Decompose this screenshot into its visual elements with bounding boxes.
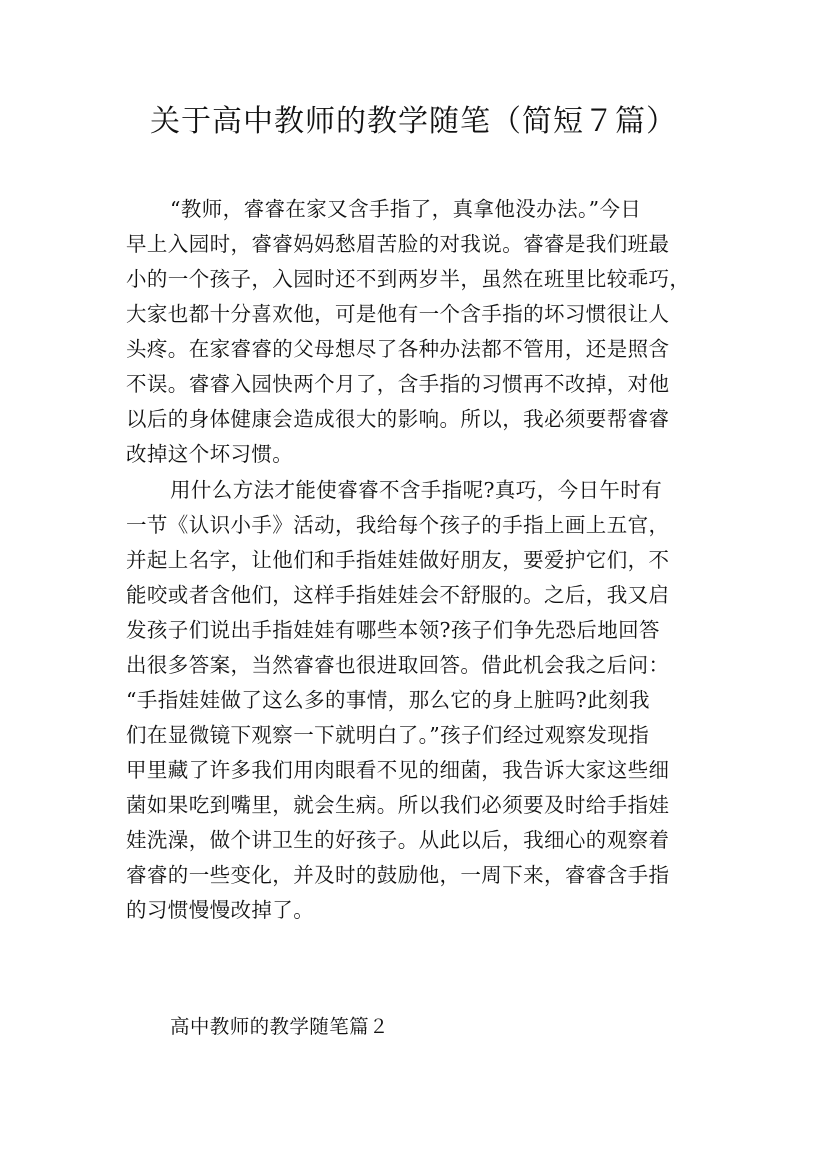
text-line: 睿睿的一些变化，并及时的鼓励他，一周下来，睿睿含手指 — [126, 863, 670, 887]
text-line: 改掉这个坏习惯。 — [126, 442, 294, 466]
text-line: 一节《认识小手》活动，我给每个孩子的手指上画上五官， — [126, 513, 670, 537]
text-line: “教师，睿睿在家又含手指了，真拿他没办法。”今日 — [170, 197, 642, 221]
text-line: 并起上名字，让他们和手指娃娃做好朋友，要爱护它们，不 — [126, 548, 670, 572]
text-line: 发孩子们说出手指娃娃有哪些本领?孩子们争先恐后地回答 — [126, 618, 660, 642]
text-line: 小的一个孩子，入园时还不到两岁半，虽然在班里比较乖巧， — [126, 267, 691, 291]
text-line: 娃洗澡，做个讲卫生的好孩子。从此以后，我细心的观察着 — [126, 828, 670, 852]
document-title: 关于高中教师的教学随笔（简短７篇） — [150, 104, 677, 139]
text-line: 以后的身体健康会造成很大的影响。所以，我必须要帮睿睿 — [126, 407, 670, 431]
text-line: 出很多答案，当然睿睿也很进取回答。借此机会我之后问： — [126, 653, 670, 677]
document-body — [126, 192, 706, 928]
text-line: 们在显微镜下观察一下就明白了。”孩子们经过观察发现指 — [126, 723, 650, 747]
text-line: 菌如果吃到嘴里，就会生病。所以我们必须要及时给手指娃 — [126, 793, 670, 817]
text-line: 不误。睿睿入园快两个月了，含手指的习惯再不改掉，对他 — [126, 372, 670, 396]
section-heading: 高中教师的教学随笔篇２ — [170, 1015, 389, 1038]
text-line: 甲里藏了许多我们用肉眼看不见的细菌，我告诉大家这些细 — [126, 758, 670, 782]
text-line: 早上入园时，睿睿妈妈愁眉苦脸的对我说。睿睿是我们班最 — [126, 232, 670, 256]
text-line: 大家也都十分喜欢他，可是他有一个含手指的坏习惯很让人 — [126, 302, 670, 326]
text-line: 用什么方法才能使睿睿不含手指呢?真巧，今日午时有 — [170, 478, 663, 502]
text-line: 能咬或者含他们，这样手指娃娃会不舒服的。之后，我又启 — [126, 583, 670, 607]
text-line: 的习惯慢慢改掉了。 — [126, 898, 315, 922]
paragraph-2 — [126, 473, 706, 928]
paragraph-1 — [126, 192, 706, 472]
text-line: 头疼。在家睿睿的父母想尽了各种办法都不管用，还是照含 — [126, 337, 670, 361]
text-line: “手指娃娃做了这么多的事情，那么它的身上脏吗?此刻我 — [126, 688, 650, 712]
